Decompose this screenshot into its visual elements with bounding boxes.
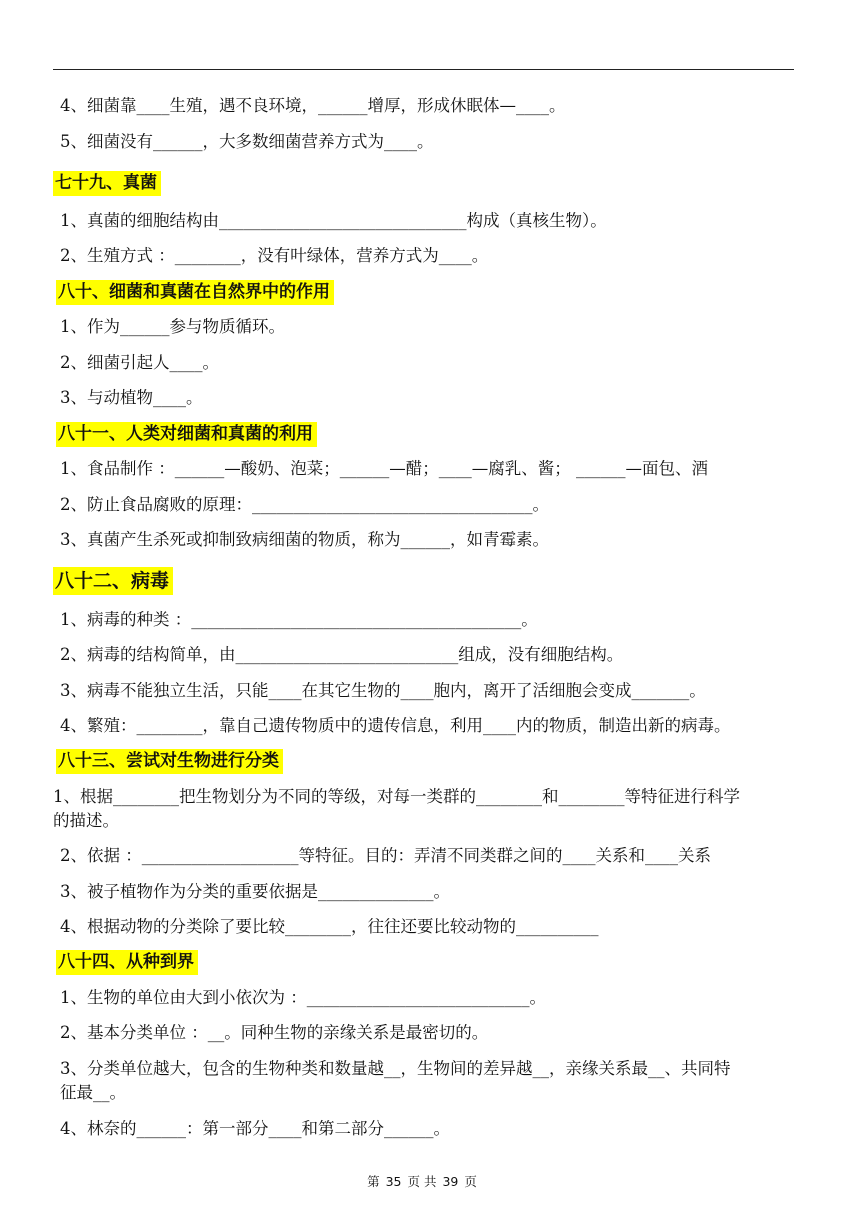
section-heading-81: 八十一、人类对细菌和真菌的利用 (56, 422, 317, 447)
classify-item-1-line-1: 1、根据________把生物划分为不同的等级，对每一类群的________和________等特征进行科学 (53, 787, 740, 806)
rank-item-2: 2、基本分类单位 ：__。同种生物的亲缘关系是最密切的。 (60, 1023, 489, 1042)
classify-item-2: 2、依据 ：___________________等特征。目的：弄清不同类群之间的____关系和____关系 (60, 846, 711, 865)
virus-item-2: 2、病毒的结构简单，由___________________________组成，没有细胞结构。 (60, 645, 624, 664)
role-item-2: 2、细菌引起人____。 (60, 353, 219, 372)
bacteria-item-5: 5、细菌没有______，大多数细菌营养方式为____。 (60, 132, 434, 151)
role-item-1: 1、作为______参与物质循环。 (60, 317, 285, 336)
use-item-1: 1、食品制作 ：______—酸奶、泡菜；______—醋；____—腐乳、酱； ______—面包、酒 (60, 459, 708, 478)
fungi-item-1: 1、真菌的细胞结构由______________________________构成（真核生物）。 (60, 211, 607, 230)
section-heading-83: 八十三、尝试对生物进行分类 (56, 749, 283, 774)
virus-item-1: 1、病毒的种类 ：________________________________________。 (60, 610, 538, 629)
use-item-3: 3、真菌产生杀死或抑制致病细菌的物质，称为______，如青霉素。 (60, 530, 549, 549)
role-item-3: 3、与动植物____。 (60, 388, 203, 407)
classify-item-1-line-2: 的描述。 (53, 811, 119, 830)
footer-total-pages: 39 (442, 1174, 459, 1189)
section-heading-79: 七十九、真菌 (53, 171, 161, 196)
footer-suffix: 页 (464, 1174, 477, 1189)
fungi-item-2: 2、生殖方式 ：________，没有叶绿体，营养方式为____。 (60, 246, 489, 265)
section-heading-82: 八十二、病毒 (53, 567, 173, 595)
rank-item-1: 1、生物的单位由大到小依次为 ：___________________________。 (60, 988, 546, 1007)
rank-item-4: 4、林奈的______：第一部分____和第二部分______。 (60, 1119, 450, 1138)
footer-prefix: 第 (367, 1174, 380, 1189)
virus-item-3: 3、病毒不能独立生活，只能____在其它生物的____胞内，离开了活细胞会变成_______。 (60, 681, 706, 700)
footer-middle: 页 共 (407, 1174, 437, 1189)
rank-item-3-line-2: 征最__。 (60, 1083, 126, 1102)
use-item-2: 2、防止食品腐败的原理：__________________________________。 (60, 495, 549, 514)
section-heading-84: 八十四、从种到界 (56, 950, 198, 975)
header-rule (53, 69, 794, 70)
footer-page-number: 35 (385, 1174, 402, 1189)
rank-item-3-line-1: 3、分类单位越大，包含的生物种类和数量越__，生物间的差异越__，亲缘关系最__、共同特 (60, 1059, 731, 1078)
page-footer (0, 1172, 844, 1190)
section-heading-80: 八十、细菌和真菌在自然界中的作用 (56, 280, 334, 305)
classify-item-3: 3、被子植物作为分类的重要依据是______________。 (60, 882, 450, 901)
virus-item-4: 4、繁殖：________，靠自己遗传物质中的遗传信息，利用____内的物质，制造出新的病毒。 (60, 716, 731, 735)
classify-item-4: 4、根据动物的分类除了要比较________，往往还要比较动物的__________ (60, 917, 599, 936)
bacteria-item-4: 4、细菌靠____生殖，遇不良环境，______增厚，形成休眠体—____。 (60, 96, 566, 115)
